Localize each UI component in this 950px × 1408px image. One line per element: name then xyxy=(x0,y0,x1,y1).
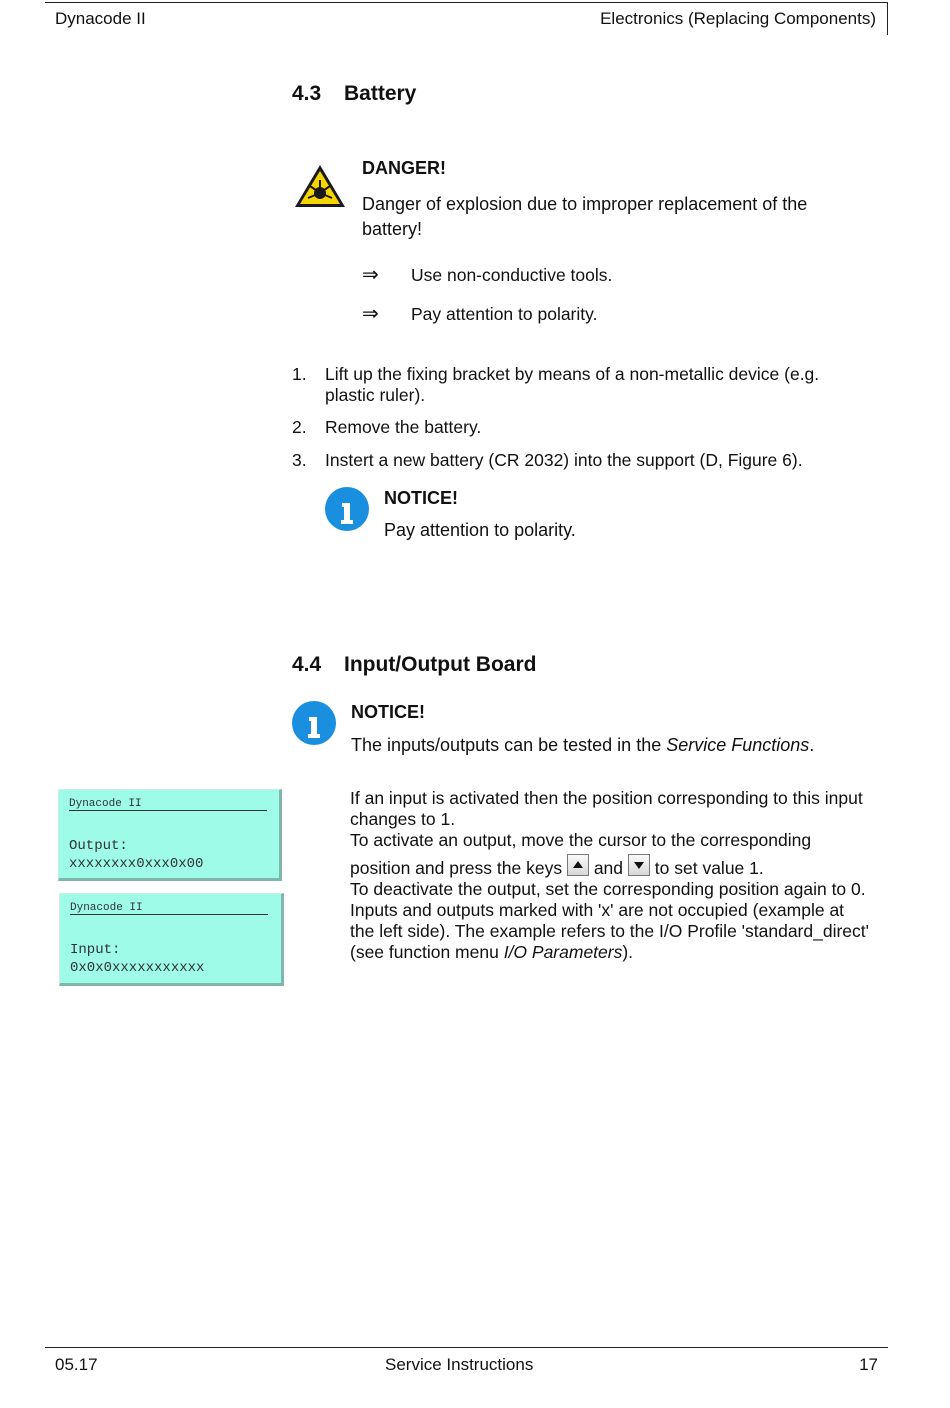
double-arrow-icon: ⇒ xyxy=(362,264,379,286)
danger-bullet xyxy=(362,301,597,326)
io-paragraph-2b-text: position and press the keys xyxy=(350,858,563,878)
footer-date: 05.17 xyxy=(55,1355,98,1374)
step-number: 3. xyxy=(292,450,307,470)
section-title-battery xyxy=(292,82,416,106)
step-text: Instert a new battery (CR 2032) into the support (D, Figure 6). xyxy=(325,450,803,470)
lcd-output-display xyxy=(58,789,282,881)
lcd-label: Input: xyxy=(70,942,121,958)
step-number: 1. xyxy=(292,364,307,384)
footer-rule xyxy=(45,1347,888,1348)
step-number: 2. xyxy=(292,417,307,437)
lcd-title-underline xyxy=(69,810,267,811)
io-paragraph-4 xyxy=(350,900,870,963)
step-text: Remove the battery. xyxy=(325,417,482,437)
section-number: 4.4 xyxy=(292,653,322,676)
io-paragraph-2a: To activate an output, move the cursor to the corresponding xyxy=(350,830,812,850)
danger-bullet-text: Pay attention to polarity. xyxy=(411,304,598,324)
step-text: Lift up the fixing bracket by means of a non-metallic device (e.g. plastic ruler). xyxy=(325,364,820,405)
danger-text: Danger of explosion due to improper replacement of the battery! xyxy=(362,194,808,239)
io-paragraph-4-end: ). xyxy=(622,942,634,962)
info-icon xyxy=(324,486,370,537)
notice-text xyxy=(351,735,814,756)
lcd-title: Dynacode II xyxy=(69,798,142,810)
footer-page-number: 17 xyxy=(859,1355,878,1374)
header-rule xyxy=(45,2,888,3)
lcd-input-display xyxy=(59,893,284,986)
lcd-title-underline xyxy=(70,914,268,915)
arrow-down-key-icon xyxy=(628,854,650,876)
io-paragraph-2c: to set value 1. xyxy=(654,858,764,878)
notice-text-part: The inputs/outputs can be tested in the xyxy=(351,735,667,755)
danger-bullet xyxy=(362,262,612,287)
notice-heading: NOTICE! xyxy=(351,702,425,722)
io-paragraph-3: To deactivate the output, set the corresponding position again to 0. xyxy=(350,879,866,899)
danger-bullet-text: Use non-conductive tools. xyxy=(411,265,613,285)
io-paragraph-2b xyxy=(350,854,870,879)
header-product: Dynacode II xyxy=(55,9,146,28)
io-paragraph-1: If an input is activated then the position corresponding to this input changes to 1. xyxy=(350,788,863,829)
header-chapter: Electronics (Replacing Components) xyxy=(600,9,876,28)
lcd-title: Dynacode II xyxy=(70,902,143,914)
notice-text: Pay attention to polarity. xyxy=(384,520,576,540)
io-paragraph-4-italic: I/O Parameters xyxy=(503,942,623,962)
explosion-warning-icon xyxy=(293,162,347,215)
footer-doc-title: Service Instructions xyxy=(385,1355,534,1374)
section-number: 4.3 xyxy=(292,82,322,105)
danger-heading: DANGER! xyxy=(362,158,446,178)
double-arrow-icon: ⇒ xyxy=(362,303,379,325)
section-title-io xyxy=(292,653,536,677)
info-icon xyxy=(291,700,337,751)
lcd-value: xxxxxxxx0xxx0x00 xyxy=(69,856,204,872)
io-paragraph-2-and: and xyxy=(593,858,624,878)
lcd-value: 0x0x0xxxxxxxxxxx xyxy=(70,960,205,976)
notice-text-part: . xyxy=(809,735,815,755)
notice-text-italic: Service Functions xyxy=(666,735,810,755)
section-title-text: Input/Output Board xyxy=(344,653,537,676)
notice-heading: NOTICE! xyxy=(384,488,458,508)
header-corner-rule xyxy=(887,2,888,35)
section-title-text: Battery xyxy=(344,82,417,105)
lcd-label: Output: xyxy=(69,838,128,854)
arrow-up-key-icon xyxy=(567,854,589,876)
io-paragraph-4-text: Inputs and outputs marked with 'x' are not occupied (example at the left side). The example refers to the I/O Profile 'standard_direct' (see function menu xyxy=(350,900,869,962)
io-description xyxy=(350,788,870,963)
